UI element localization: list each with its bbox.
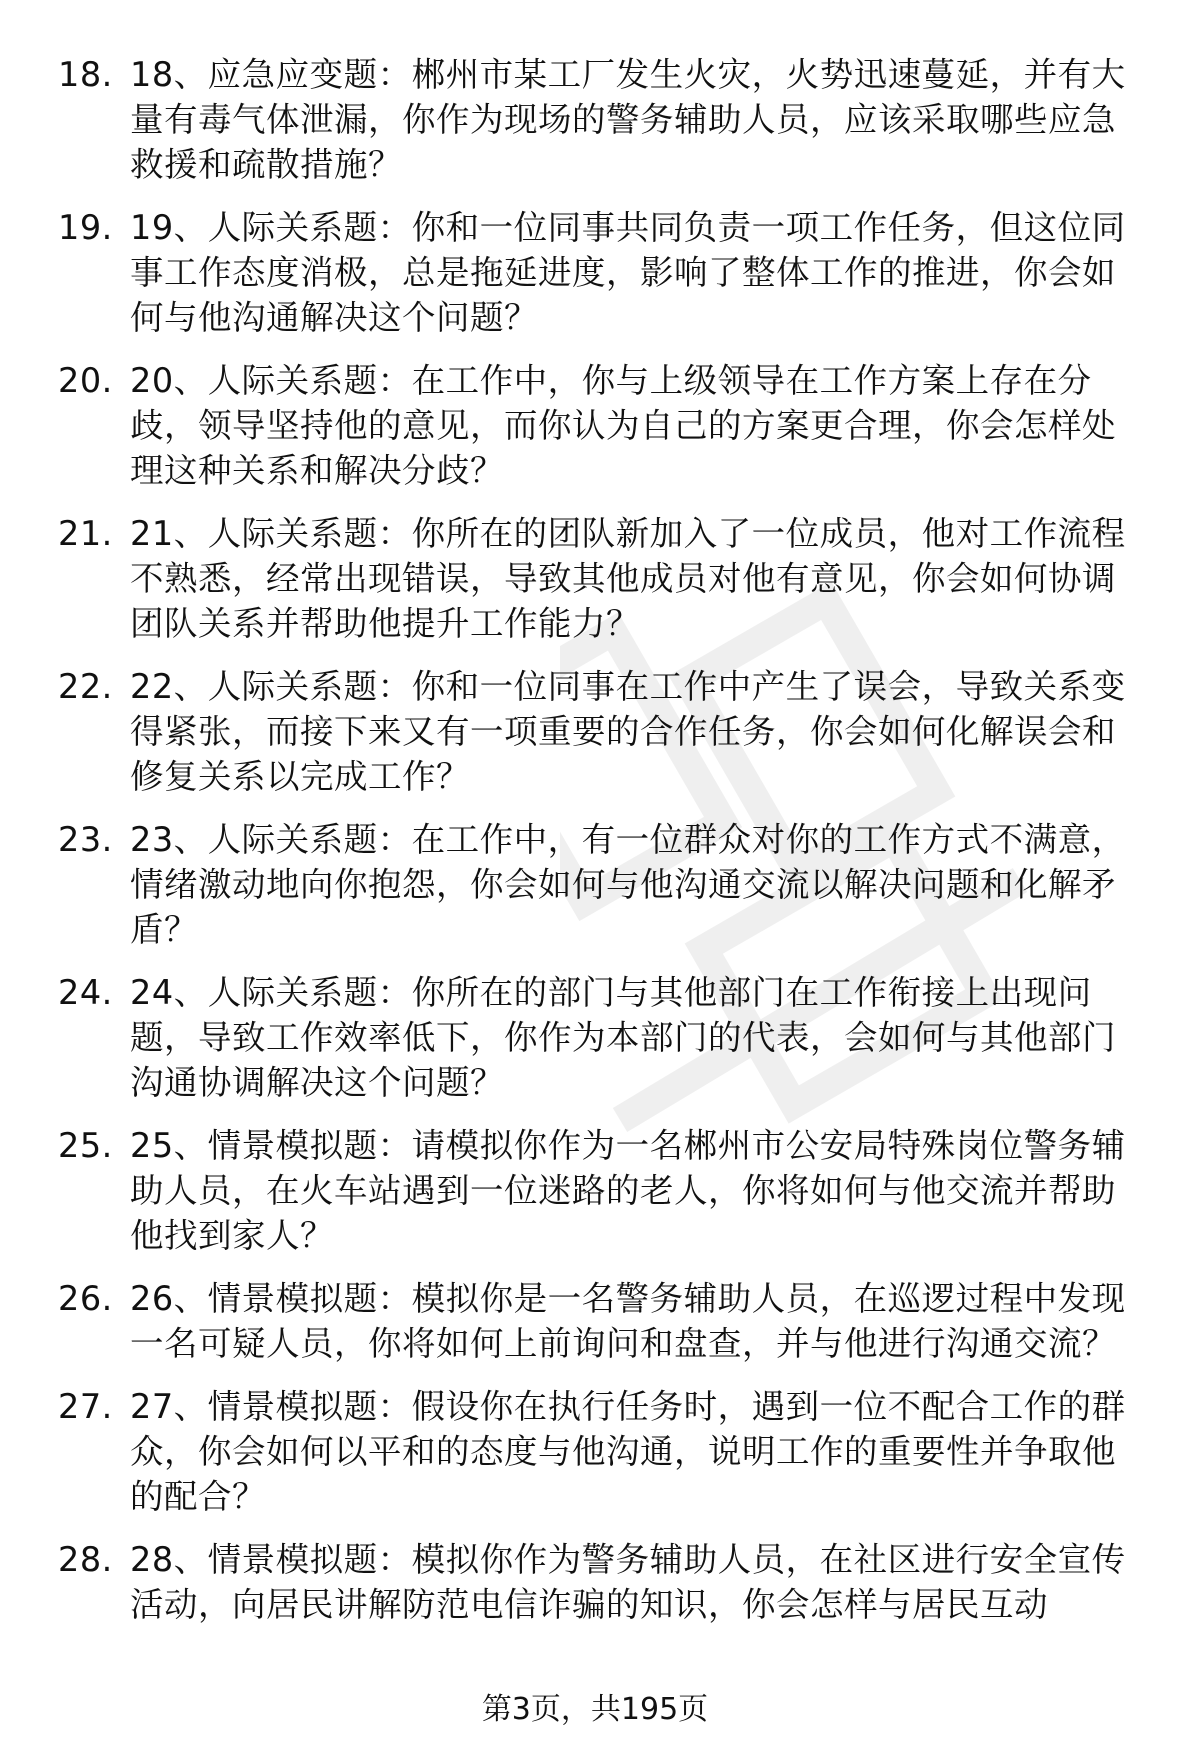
list-item: [58, 52, 1148, 187]
question-number: 22.: [58, 667, 113, 706]
page-number: 第3页，共195页: [481, 1692, 709, 1727]
list-item: [58, 358, 1148, 493]
question-text: 25、情景模拟题：请模拟你作为一名郴州市公安局特殊岗位警务辅助人员，在火车站遇到一位迷路的老人，你将如何与他交流并帮助他找到家人？: [130, 1126, 1126, 1255]
question-text: 22、人际关系题：你和一位同事在工作中产生了误会，导致关系变得紧张，而接下来又有一项重要的合作任务，你会如何化解误会和修复关系以完成工作？: [130, 667, 1126, 796]
list-item: [58, 970, 1148, 1105]
list-item: [58, 817, 1148, 952]
question-number: 25.: [58, 1126, 113, 1165]
question-text: 23、人际关系题：在工作中，有一位群众对你的工作方式不满意，情绪激动地向你抱怨，你会如何与他沟通交流以解决问题和化解矛盾？: [130, 820, 1126, 949]
question-number: 21.: [58, 514, 113, 553]
list-item: [58, 511, 1148, 646]
question-number: 26.: [58, 1279, 113, 1318]
question-number: 24.: [58, 973, 113, 1012]
list-item: [58, 205, 1148, 340]
list-item: [58, 1537, 1148, 1627]
question-text: 27、情景模拟题：假设你在执行任务时，遇到一位不配合工作的群众，你会如何以平和的态度与他沟通，说明工作的重要性并争取他的配合？: [130, 1387, 1126, 1516]
question-text: 28、情景模拟题：模拟你作为警务辅助人员，在社区进行安全宣传活动，向居民讲解防范电信诈骗的知识，你会怎样与居民互动: [130, 1540, 1126, 1624]
question-number: 28.: [58, 1540, 113, 1579]
question-number: 19.: [58, 208, 113, 247]
question-text: 21、人际关系题：你所在的团队新加入了一位成员，他对工作流程不熟悉，经常出现错误，导致其他成员对他有意见，你会如何协调团队关系并帮助他提升工作能力？: [130, 514, 1126, 643]
list-item: [58, 1123, 1148, 1258]
question-text: 26、情景模拟题：模拟你是一名警务辅助人员，在巡逻过程中发现一名可疑人员，你将如何上前询问和盘查，并与他进行沟通交流？: [130, 1279, 1126, 1363]
question-text: 24、人际关系题：你所在的部门与其他部门在工作衔接上出现问题，导致工作效率低下，你作为本部门的代表，会如何与其他部门沟通协调解决这个问题？: [130, 973, 1116, 1102]
question-text: 18、应急应变题：郴州市某工厂发生火灾，火势迅速蔓延，并有大量有毒气体泄漏，你作为现场的警务辅助人员，应该采取哪些应急救援和疏散措施？: [130, 55, 1126, 184]
list-item: [58, 664, 1148, 799]
question-number: 20.: [58, 361, 113, 400]
question-list: [58, 52, 1148, 1645]
question-number: 18.: [58, 55, 113, 94]
question-number: 23.: [58, 820, 113, 859]
question-number: 27.: [58, 1387, 113, 1426]
question-text: 20、人际关系题：在工作中，你与上级领导在工作方案上存在分歧，领导坚持他的意见，而你认为自己的方案更合理，你会怎样处理这种关系和解决分歧？: [130, 361, 1116, 490]
list-item: [58, 1384, 1148, 1519]
list-item: [58, 1276, 1148, 1366]
question-text: 19、人际关系题：你和一位同事共同负责一项工作任务，但这位同事工作态度消极，总是拖延进度，影响了整体工作的推进，你会如何与他沟通解决这个问题？: [130, 208, 1126, 337]
